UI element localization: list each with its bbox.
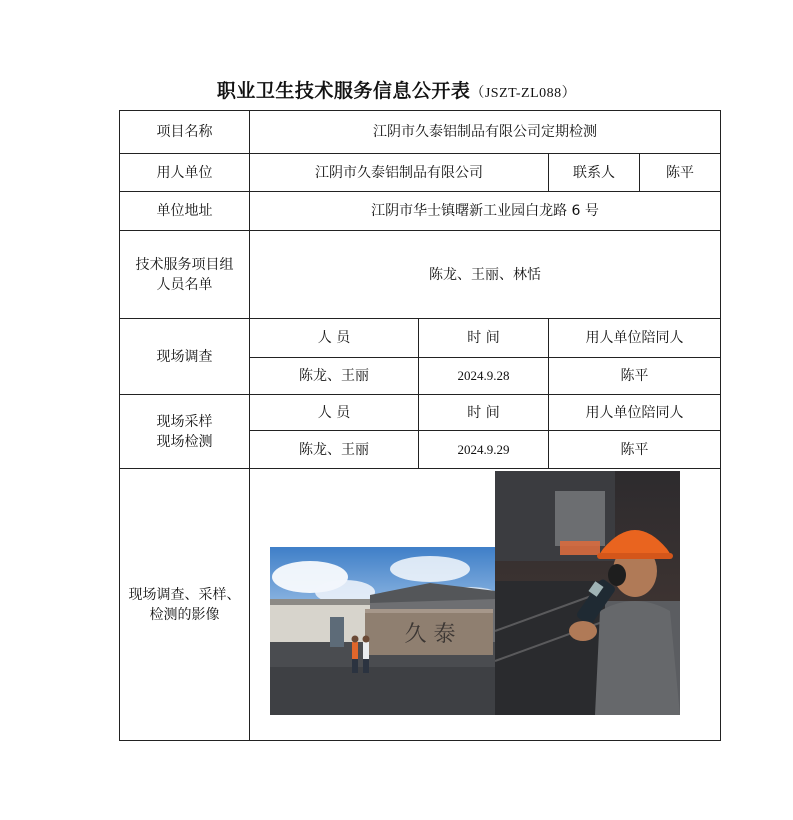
team-label-line2: 人员名单	[156, 276, 213, 293]
page-title	[0, 76, 793, 103]
sampling-header-time: 时 间	[419, 395, 549, 431]
site-survey-photo-graphic	[270, 547, 496, 715]
photo-area	[250, 469, 720, 740]
contact-label: 联系人	[549, 154, 640, 192]
sampling-label-line1: 现场采样	[156, 413, 213, 430]
row-images	[120, 469, 721, 741]
form-code: （JSZT-ZL088）	[470, 86, 577, 101]
survey-label: 现场调查	[120, 319, 250, 395]
employer-label: 用人单位	[120, 154, 250, 192]
contact-value: 陈平	[640, 154, 721, 192]
team-label	[120, 231, 250, 319]
images-label-line1: 现场调查、采样、	[128, 586, 241, 603]
site-testing-photo	[495, 471, 680, 715]
sampling-header-people: 人 员	[250, 395, 419, 431]
survey-header-time: 时 间	[419, 319, 549, 358]
photo-sign-text: 久 泰	[404, 622, 456, 647]
project-name-label: 项目名称	[120, 111, 250, 154]
sampling-label-line2: 现场检测	[156, 433, 213, 450]
survey-people: 陈龙、王丽	[250, 358, 419, 395]
title-main: 职业卫生技术服务信息公开表	[216, 80, 471, 102]
employer-value: 江阴市久泰铝制品有限公司	[250, 154, 549, 192]
survey-date: 2024.9.28	[419, 358, 549, 395]
sampling-label	[120, 395, 250, 469]
info-table	[119, 110, 721, 741]
row-sampling-header	[120, 395, 721, 431]
team-label-line1: 技术服务项目组	[135, 256, 234, 273]
team-value: 陈龙、王丽、林恬	[250, 231, 721, 319]
survey-escort: 陈平	[549, 358, 721, 395]
images-cell	[250, 469, 721, 741]
sampling-header-escort: 用人单位陪同人	[549, 395, 721, 431]
site-testing-photo-graphic	[495, 471, 680, 715]
row-survey-header	[120, 319, 721, 358]
site-survey-photo	[270, 547, 496, 715]
row-employer	[120, 154, 721, 192]
address-value: 江阴市华士镇曙新工业园白龙路 6 号	[250, 192, 721, 231]
address-label: 单位地址	[120, 192, 250, 231]
row-address	[120, 192, 721, 231]
project-name-value: 江阴市久泰铝制品有限公司定期检测	[250, 111, 721, 154]
row-team	[120, 231, 721, 319]
sampling-escort: 陈平	[549, 431, 721, 469]
images-label-line2: 检测的影像	[149, 606, 220, 623]
survey-header-escort: 用人单位陪同人	[549, 319, 721, 358]
row-project-name	[120, 111, 721, 154]
survey-header-people: 人 员	[250, 319, 419, 358]
sampling-people: 陈龙、王丽	[250, 431, 419, 469]
sampling-date: 2024.9.29	[419, 431, 549, 469]
images-label	[120, 469, 250, 741]
